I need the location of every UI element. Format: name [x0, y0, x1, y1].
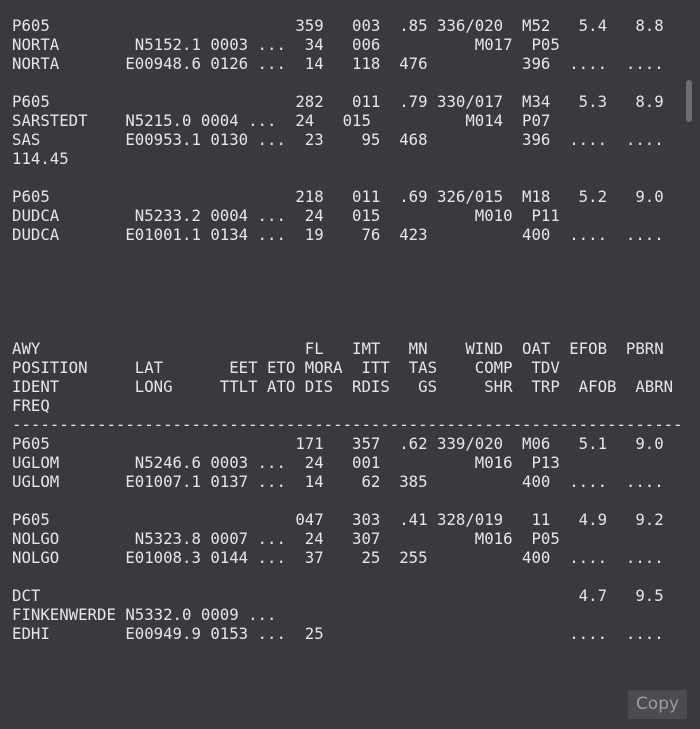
- log-line: IDENT LONG TTLT ATO DIS RDIS GS SHR TRP AFOB ABRN: [12, 377, 674, 396]
- log-line: UGLOM N5246.6 0003 ... 24 001 M016 P13: [12, 453, 560, 472]
- copy-button[interactable]: Copy: [628, 690, 687, 719]
- log-line: 114.45: [12, 149, 69, 168]
- log-line: NORTA N5152.1 0003 ... 34 006 M017 P05: [12, 35, 560, 54]
- log-line: DUDCA E01001.1 0134 ... 19 76 423 400 .... ....: [12, 225, 664, 244]
- log-line: [12, 301, 683, 320]
- log-line: [12, 244, 683, 263]
- log-line: DUDCA N5233.2 0004 ... 24 015 M010 P11: [12, 206, 560, 225]
- log-line: FINKENWERDE N5332.0 0009 ...: [12, 605, 277, 624]
- log-line: FREQ: [12, 396, 50, 415]
- log-line: NOLGO N5323.8 0007 ... 24 307 M016 P05: [12, 529, 560, 548]
- log-line: P605 359 003 .85 336/020 M52 5.4 8.8: [12, 16, 664, 35]
- log-line: [12, 320, 683, 339]
- log-line: SAS E00953.1 0130 ... 23 95 468 396 .... ....: [12, 130, 664, 149]
- log-line: [12, 168, 683, 187]
- log-line: [12, 263, 683, 282]
- log-line: [12, 282, 683, 301]
- flight-plan-text: [12, 16, 683, 643]
- log-line: DCT 4.7 9.5: [12, 586, 664, 605]
- vertical-scrollbar-thumb[interactable]: [686, 80, 692, 122]
- log-line: AWY FL IMT MN WIND OAT EFOB PBRN: [12, 339, 664, 358]
- log-line: P605 047 303 .41 328/019 11 4.9 9.2: [12, 510, 664, 529]
- log-line: [12, 491, 683, 510]
- log-line: P605 171 357 .62 339/020 M06 5.1 9.0: [12, 434, 664, 453]
- log-line: [12, 73, 683, 92]
- log-line: NOLGO E01008.3 0144 ... 37 25 255 400 .... ....: [12, 548, 664, 567]
- log-line: -----------------------------------------------------------------------: [12, 415, 683, 434]
- log-line: POSITION LAT EET ETO MORA ITT TAS COMP TDV: [12, 358, 560, 377]
- log-line: EDHI E00949.9 0153 ... 25 .... ....: [12, 624, 664, 643]
- log-line: P605 282 011 .79 330/017 M34 5.3 8.9: [12, 92, 664, 111]
- log-line: P605 218 011 .69 326/015 M18 5.2 9.0: [12, 187, 664, 206]
- log-line: NORTA E00948.6 0126 ... 14 118 476 396 .... ....: [12, 54, 664, 73]
- log-line: UGLOM E01007.1 0137 ... 14 62 385 400 .... ....: [12, 472, 664, 491]
- log-line: SARSTEDT N5215.0 0004 ... 24 015 M014 P07: [12, 111, 551, 130]
- log-line: [12, 567, 683, 586]
